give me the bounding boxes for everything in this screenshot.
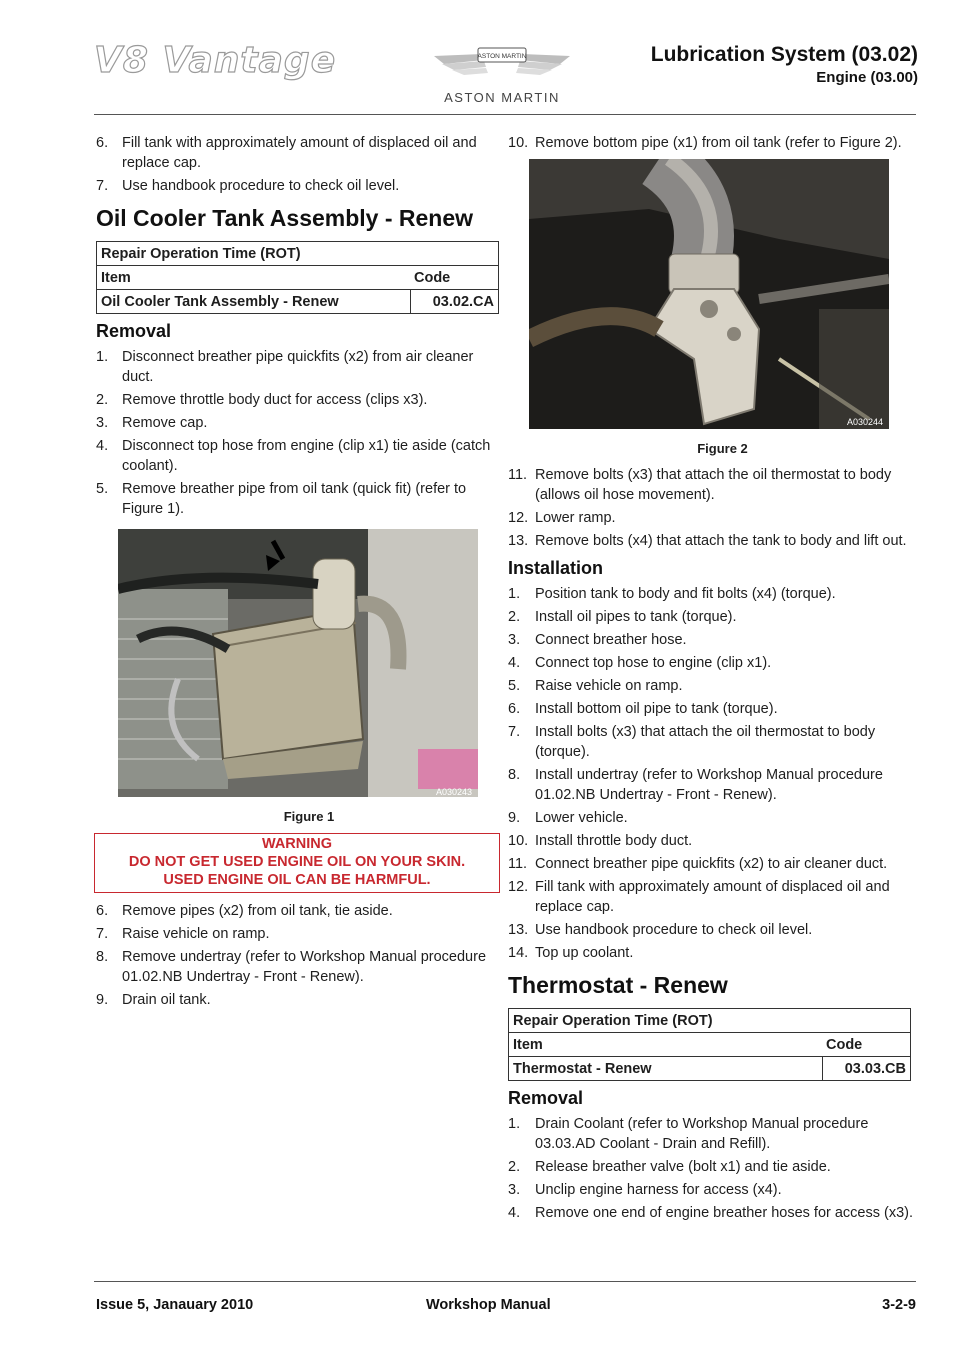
step-number: 13. [508, 922, 529, 938]
step-number: 10. [508, 135, 529, 151]
rot-col-item: Item [509, 1033, 823, 1057]
list-item [96, 347, 500, 387]
figure-2 [529, 159, 916, 459]
aston-martin-wings-logo [432, 42, 572, 82]
step-number: 12. [508, 879, 529, 895]
step-text: Connect breather pipe quickfits (x2) to air cleaner duct. [535, 856, 888, 872]
rot-col-code: Code [410, 266, 499, 290]
figure-1-caption: Figure 1 [283, 809, 335, 824]
step-text: Remove undertray (refer to Workshop Manual procedure 01.02.NB Undertray - Front - Renew). [122, 949, 487, 985]
rot-row-code: 03.02.CA [410, 290, 499, 314]
warning-box [94, 833, 500, 893]
warning-line-1: DO NOT GET USED ENGINE OIL ON YOUR SKIN. [128, 854, 466, 870]
step-number: 2. [508, 1159, 521, 1175]
step-text: Fill tank with approximately amount of displaced oil and replace cap. [535, 879, 890, 915]
wings-text: ASTON MARTIN [477, 53, 527, 60]
step-number: 3. [508, 1182, 521, 1198]
list-item [96, 413, 500, 433]
rot-row-item: Thermostat - Renew [509, 1057, 823, 1081]
step-number: 1. [96, 349, 109, 365]
step-text: Disconnect breather pipe quickfits (x2) from air cleaner duct. [122, 349, 474, 385]
footer-rule [94, 1281, 916, 1282]
step-text: Remove bottom pipe (x1) from oil tank (refer to Figure 2). [535, 135, 902, 151]
step-number: 8. [508, 767, 521, 783]
step-text: Lower ramp. [535, 510, 616, 526]
list-item [508, 1203, 916, 1223]
step-number: 7. [96, 178, 109, 194]
removal-title: Removal [96, 321, 172, 341]
list-item [508, 831, 916, 851]
step-number: 14. [508, 945, 529, 961]
list-item [508, 920, 916, 940]
rot-row-code: 03.03.CB [822, 1057, 911, 1081]
step-text: Remove cap. [122, 415, 208, 431]
list-item [508, 584, 916, 604]
list-item [508, 1180, 916, 1200]
list-item [508, 676, 916, 696]
figure-1-photo [118, 529, 478, 797]
list-item [508, 854, 916, 874]
figure-2-caption: Figure 2 [697, 441, 748, 456]
figure-1 [118, 529, 500, 827]
figure-2-ref: A030244 [847, 417, 884, 427]
rot-col-item: Item [97, 266, 411, 290]
step-number: 10. [508, 833, 529, 849]
step-text: Install throttle body duct. [535, 833, 693, 849]
warning-title: WARNING [261, 836, 333, 852]
step-text: Raise vehicle on ramp. [535, 678, 683, 694]
step-text: Raise vehicle on ramp. [122, 926, 270, 942]
step-text: Remove pipes (x2) from oil tank, tie aside. [122, 903, 393, 919]
installation-title: Installation [508, 558, 604, 578]
step-text: Drain oil tank. [122, 992, 211, 1008]
step-text: Use handbook procedure to check oil level. [535, 922, 813, 938]
step-number: 8. [96, 949, 109, 965]
step-text: Unclip engine harness for access (x4). [535, 1182, 782, 1198]
step-text: Remove bolts (x3) that attach the oil thermostat to body (allows oil hose movement). [535, 467, 892, 503]
list-item [508, 630, 916, 650]
rot-row-item: Oil Cooler Tank Assembly - Renew [97, 290, 411, 314]
step-number: 6. [96, 135, 109, 151]
chapter-title: Lubrication System (03.02) [650, 43, 918, 66]
step-text: Install bottom oil pipe to tank (torque). [535, 701, 778, 717]
list-item [508, 699, 916, 719]
step-number: 11. [508, 467, 528, 483]
step-number: 6. [96, 903, 109, 919]
step-number: 9. [96, 992, 109, 1008]
step-text: Connect breather hose. [535, 632, 687, 648]
list-item [508, 531, 916, 551]
list-item [508, 607, 916, 627]
list-item [508, 508, 916, 528]
list-item [508, 877, 916, 917]
list-item [96, 947, 500, 987]
step-text: Use handbook procedure to check oil level. [122, 178, 400, 194]
section-title: Oil Cooler Tank Assembly - Renew [96, 205, 474, 231]
step-number: 4. [508, 655, 521, 671]
step-text: Install oil pipes to tank (torque). [535, 609, 737, 625]
list-item [508, 808, 916, 828]
rot-heading: Repair Operation Time (ROT) [509, 1009, 911, 1033]
figure-1-ref: A030243 [436, 787, 473, 797]
warning-line-2: USED ENGINE OIL CAN BE HARMFUL. [163, 872, 431, 888]
step-number: 5. [96, 481, 109, 497]
footer-manual: Workshop Manual [426, 1297, 551, 1313]
list-item [508, 943, 916, 963]
footer-issue: Issue 5, Janauary 2010 [96, 1297, 254, 1313]
list-item [96, 176, 500, 196]
list-item [508, 133, 916, 153]
figure-2-photo [529, 159, 889, 429]
list-item [508, 765, 916, 805]
list-item [96, 133, 500, 173]
list-item [508, 1114, 916, 1154]
step-number: 4. [508, 1205, 521, 1221]
removal-title: Removal [508, 1088, 584, 1108]
list-item [96, 901, 500, 921]
rot-col-code: Code [822, 1033, 911, 1057]
section-title: Thermostat - Renew [508, 972, 728, 998]
list-item [508, 1157, 916, 1177]
step-text: Lower vehicle. [535, 810, 628, 826]
chapter-subtitle: Engine (03.00) [816, 69, 918, 86]
step-text: Install undertray (refer to Workshop Manual procedure 01.02.NB Undertray - Front - Renew). [535, 767, 883, 803]
step-text: Top up coolant. [535, 945, 634, 961]
list-item [508, 722, 916, 762]
page-header-title [651, 42, 918, 88]
step-number: 12. [508, 510, 529, 526]
step-text: Install bolts (x3) that attach the oil thermostat to body (torque). [535, 724, 876, 760]
step-number: 3. [96, 415, 109, 431]
step-number: 6. [508, 701, 521, 717]
list-item [96, 436, 500, 476]
step-number: 5. [508, 678, 521, 694]
rot-heading: Repair Operation Time (ROT) [97, 242, 499, 266]
step-number: 1. [508, 1116, 521, 1132]
header-rule [94, 114, 916, 115]
step-text: Position tank to body and fit bolts (x4) (torque). [535, 586, 836, 602]
step-text: Disconnect top hose from engine (clip x1) tie aside (catch coolant). [122, 438, 491, 474]
list-item [96, 924, 500, 944]
left-column [96, 133, 500, 1013]
step-number: 7. [508, 724, 521, 740]
list-item [96, 390, 500, 410]
step-text: Drain Coolant (refer to Workshop Manual procedure 03.03.AD Coolant - Drain and Refill). [535, 1116, 869, 1152]
step-number: 2. [96, 392, 109, 408]
step-text: Remove bolts (x4) that attach the tank to body and lift out. [535, 533, 907, 549]
step-text: Remove one end of engine breather hoses for access (x3). [535, 1205, 914, 1221]
step-text: Remove breather pipe from oil tank (quick fit) (refer to Figure 1). [122, 481, 467, 517]
list-item [96, 479, 500, 519]
right-column [508, 133, 916, 1226]
step-number: 7. [96, 926, 109, 942]
step-number: 4. [96, 438, 109, 454]
step-number: 9. [508, 810, 521, 826]
step-number: 13. [508, 533, 529, 549]
model-logo: V8 Vantage [94, 40, 337, 81]
list-item [508, 653, 916, 673]
step-text: Connect top hose to engine (clip x1). [535, 655, 772, 671]
step-number: 11. [508, 856, 528, 872]
list-item [96, 990, 500, 1010]
rot-table [508, 1008, 911, 1081]
step-text: Remove throttle body duct for access (clips x3). [122, 392, 428, 408]
list-item [508, 465, 916, 505]
footer-page-number: 3-2-9 [882, 1297, 916, 1313]
step-number: 1. [508, 586, 521, 602]
step-text: Release breather valve (bolt x1) and tie aside. [535, 1159, 831, 1175]
step-text: Fill tank with approximately amount of displaced oil and replace cap. [122, 135, 477, 171]
rot-table [96, 241, 499, 314]
step-number: 3. [508, 632, 521, 648]
brand-name: ASTON MARTIN [444, 90, 560, 105]
step-number: 2. [508, 609, 521, 625]
